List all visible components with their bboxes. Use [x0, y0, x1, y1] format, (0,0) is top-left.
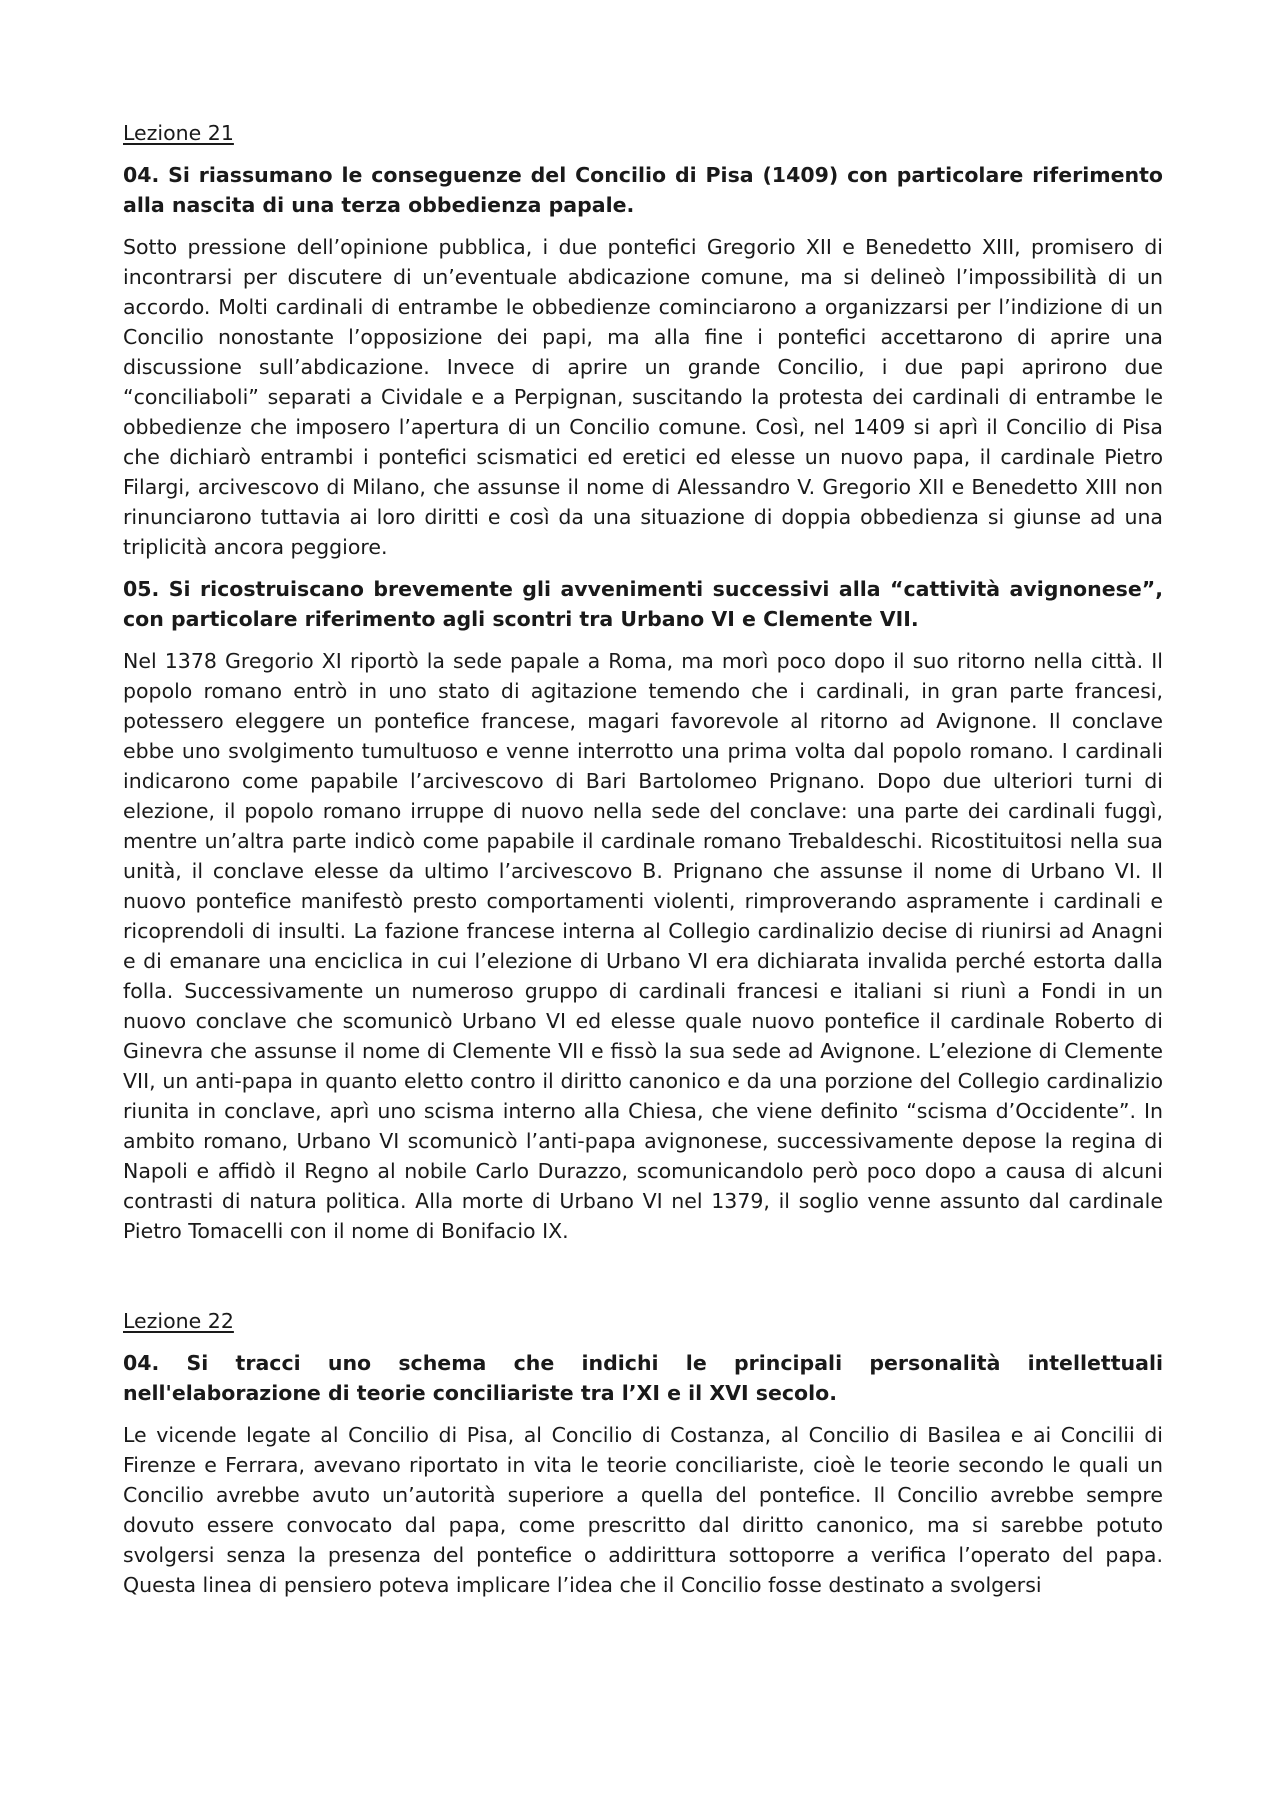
- document-page: [123, 118, 1163, 1612]
- lesson-22: [123, 1306, 1163, 1600]
- question-heading: 05. Si ricostruiscano brevemente gli avvenimenti successivi alla “cattività avignonese”, con particolare riferimento agli scontri tra Urbano VI e Clemente VII.: [123, 577, 1163, 631]
- section-spacer: [123, 1258, 1163, 1306]
- answer-paragraph: Sotto pressione dell’opinione pubblica, i due pontefici Gregorio XII e Benedetto XIII, promisero di incontrarsi per discutere di un’eventuale abdicazione comune, ma si delineò l’impossibilità di un accordo. Molti cardinali di entrambe le obbedienze cominciarono a organizzarsi per l’indizione di un Concilio nonostante l’opposizione dei papi, ma alla fine i pontefici accettarono di aprire una discussione sull’abdicazione. Invece di aprire un grande Concilio, i due papi aprirono due “conciliaboli” separati a Cividale e a Perpignan, suscitando la protesta dei cardinali di entrambe le obbedienze che imposero l’apertura di un Concilio comune. Così, nel 1409 si aprì il Concilio di Pisa che dichiarò entrambi i pontefici scismatici ed eretici ed elesse un nuovo papa, il cardinale Pietro Filargi, arcivescovo di Milano, che assunse il nome di Alessandro V. Gregorio XII e Benedetto XIII non rinunciarono tuttavia ai loro diritti e così da una situazione di doppia obbedienza si giunse ad una triplicità ancora peggiore.: [123, 235, 1163, 559]
- question-heading: 04. Si riassumano le conseguenze del Concilio di Pisa (1409) con particolare riferimento alla nascita di una terza obbedienza papale.: [123, 163, 1163, 217]
- answer-paragraph: Nel 1378 Gregorio XI riportò la sede papale a Roma, ma morì poco dopo il suo ritorno nella città. Il popolo romano entrò in uno stato di agitazione temendo che i cardinali, in gran parte francesi, potessero eleggere un pontefice francese, magari favorevole al ritorno ad Avignone. Il conclave ebbe uno svolgimento tumultuoso e venne interrotto una prima volta dal popolo romano. I cardinali indicarono come papabile l’arcivescovo di Bari Bartolomeo Prignano. Dopo due ulteriori turni di elezione, il popolo romano irruppe di nuovo nella sede del conclave: una parte dei cardinali fuggì, mentre un’altra parte indicò come papabile il cardinale romano Trebaldeschi. Ricostituitosi nella sua unità, il conclave elesse da ultimo l’arcivescovo B. Prignano che assunse il nome di Urbano VI. Il nuovo pontefice manifestò presto comportamenti violenti, rimproverando aspramente i cardinali e ricoprendoli di insulti. La fazione francese interna al Collegio cardinalizio decise di riunirsi ad Anagni e di emanare una enciclica in cui l’elezione di Urbano VI era dichiarata invalida perché estorta dalla folla. Successivamente un numeroso gruppo di cardinali francesi e italiani si riunì a Fondi in un nuovo conclave che scomunicò Urbano VI ed elesse quale nuovo pontefice il cardinale Roberto di Ginevra che assunse il nome di Clemente VII e fissò la sua sede ad Avignone. L’elezione di Clemente VII, un anti-papa in quanto eletto contro il diritto canonico e da una porzione del Collegio cardinalizio riunita in conclave, aprì uno scisma interno alla Chiesa, che viene definito “scisma d’Occidente”. In ambito romano, Urbano VI scomunicò l’anti-papa avignonese, successivamente depose la regina di Napoli e affidò il Regno al nobile Carlo Durazzo, scomunicandolo però poco dopo a causa di alcuni contrasti di natura politica. Alla morte di Urbano VI nel 1379, il soglio venne assunto dal cardinale Pietro Tomacelli con il nome di Bonifacio IX.: [123, 649, 1163, 1243]
- lesson-title: Lezione 22: [123, 1309, 234, 1333]
- lesson-title: Lezione 21: [123, 121, 234, 145]
- answer-paragraph: Le vicende legate al Concilio di Pisa, al Concilio di Costanza, al Concilio di Basilea e ai Concilii di Firenze e Ferrara, avevano riportato in vita le teorie conciliariste, cioè le teorie secondo le quali un Concilio avrebbe avuto un’autorità superiore a quella del pontefice. Il Concilio avrebbe sempre dovuto essere convocato dal papa, come prescritto dal diritto canonico, ma si sarebbe potuto svolgersi senza la presenza del pontefice o addirittura sottoporre a verifica l’operato del papa. Questa linea di pensiero poteva implicare l’idea che il Concilio fosse destinato a svolgersi: [123, 1423, 1163, 1597]
- lesson-21: [123, 118, 1163, 1246]
- question-heading: 04. Si tracci uno schema che indichi le principali personalità intellettuali nell'elaborazione di teorie conciliariste tra l’XI e il XVI secolo.: [123, 1351, 1163, 1405]
